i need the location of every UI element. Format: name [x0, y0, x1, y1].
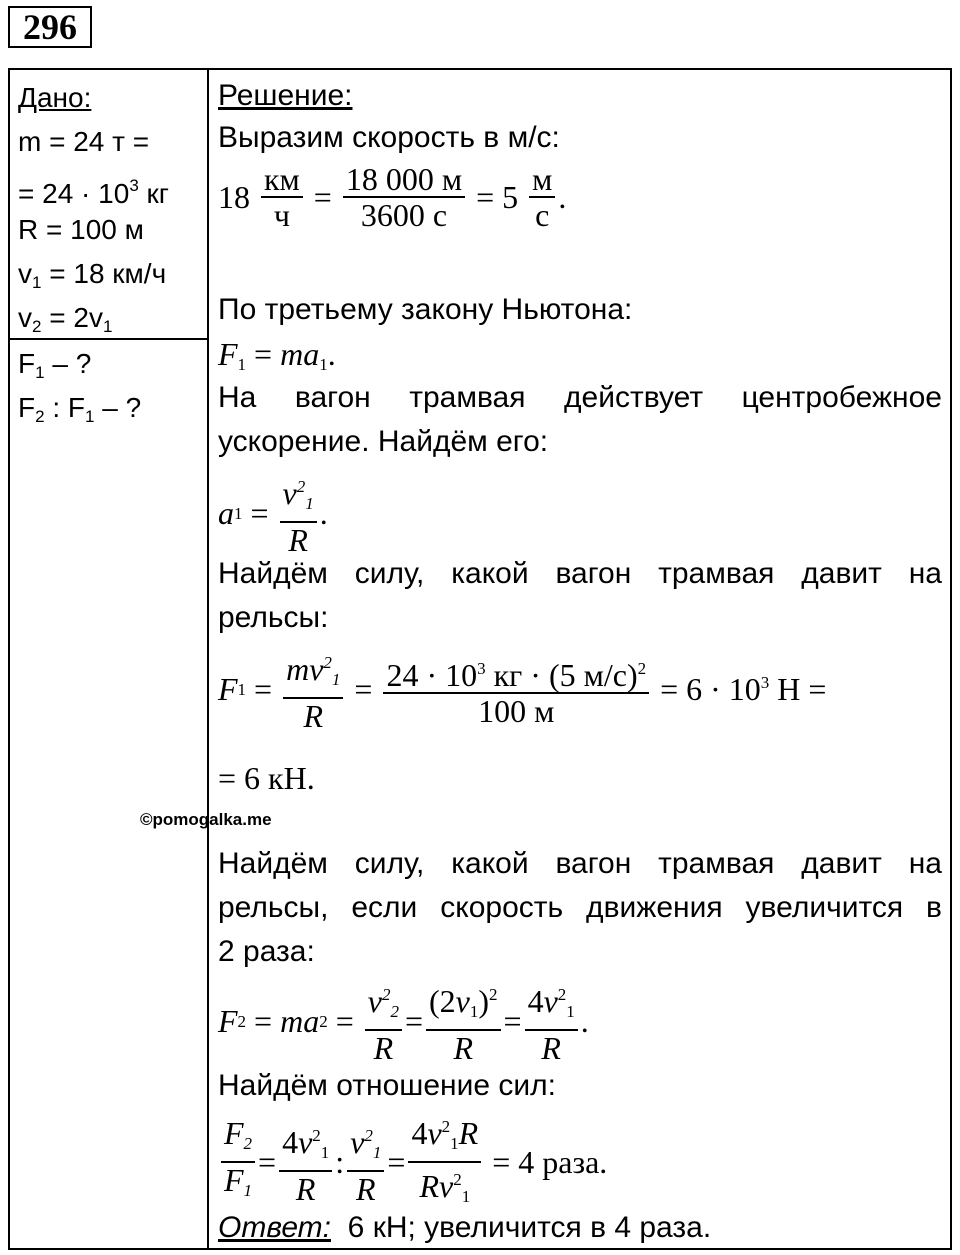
- given-radius: R = 100 м: [18, 214, 144, 245]
- find-ratio: $F_2$ : $F_1$ – ?: [18, 392, 142, 426]
- solution-line-ratio: Найдём отношение сил:: [218, 1069, 556, 1102]
- answer: [218, 1210, 942, 1246]
- formula-f1-calc: F 1 = $\frac{mv^2_1}{R}$ = $24 \cdot 10^3$ кг · (5 м/с)$^2$ 100 м = $6 \cdot 10^3$ Н =: [218, 646, 826, 733]
- given-v2: $v_2 = 2v_1$: [18, 302, 113, 336]
- solution-line-newton: По третьему закону Ньютона:: [218, 293, 633, 326]
- watermark: ©pomogalka.me: [140, 810, 272, 829]
- solution-line-speed: Выразим скорость в м/с:: [218, 121, 560, 154]
- given-heading: Дано:: [18, 82, 92, 113]
- solution-line-force-2: Найдём силу, какой вагон трамвая давит на: [218, 847, 942, 880]
- given-block: [18, 78, 169, 342]
- problem-number: 296: [8, 6, 92, 48]
- solution-line-centripetal: На вагон трамвая действует центробежное: [218, 381, 942, 414]
- given-mass: m = 24 т =: [18, 126, 150, 157]
- given-mass-si: = $24 \cdot 10^3$ кг: [18, 176, 170, 209]
- formula-a1: a 1 = $\frac{v^2_1}{R}$ .: [218, 470, 328, 557]
- column-divider: [207, 68, 209, 1250]
- solution-heading: Решение:: [218, 79, 353, 112]
- solution-line-force: Найдём силу, какой вагон трамвая давит на: [218, 557, 942, 590]
- formula-f2: F 2 = ma 2 = $\frac{v^2_2}{R}$ = $\frac{(2v_1)^2}{R}$ = $\frac{4v^2_1}{R}$ .: [218, 978, 589, 1065]
- solution-line-twice: 2 раза:: [218, 935, 315, 968]
- find-block: [18, 344, 141, 432]
- formula-speed-conversion: 18 км ч = 18 000 м 3600 с = 5 м с .: [218, 161, 567, 233]
- solution-line-speed-increase: рельсы, если скорость движения увеличится в: [218, 891, 942, 924]
- formula-ratio: $\frac{F_2}{F_1}$ = $\frac{4v^2_1}{R}$ : $\frac{v^2_1}{R}$ = $\frac{4v^2_1R}{Rv^2_1}$ = 4 раза.: [218, 1110, 607, 1214]
- solution-line-rails: рельсы:: [218, 601, 329, 634]
- answer-label: Ответ:: [218, 1211, 331, 1244]
- answer-text: 6 кН; увеличится в 4 раза.: [331, 1211, 712, 1244]
- solution-line-result-kn: = 6 кН.: [218, 760, 315, 796]
- formula-f1: $F_1 = ma_1$.: [218, 336, 336, 374]
- given-v1: $v_1 = 18$ км/ч: [18, 258, 167, 292]
- solution-line-find-accel: ускорение. Найдём его:: [218, 425, 549, 458]
- find-f1: $F_1$ – ?: [18, 348, 92, 382]
